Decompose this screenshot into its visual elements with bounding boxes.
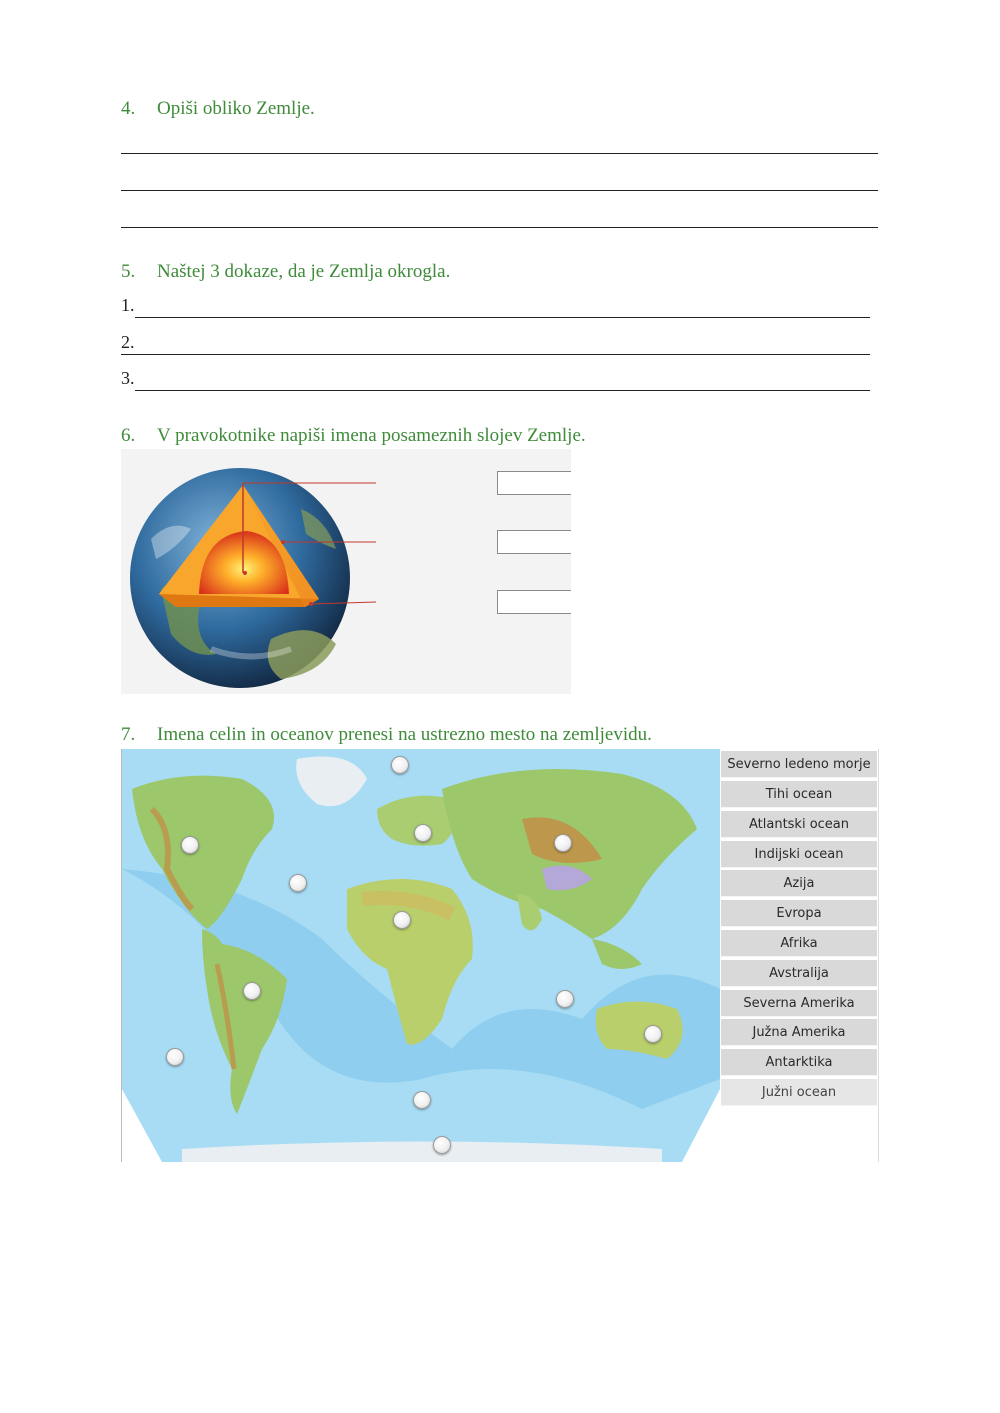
answer-row-5-3[interactable] — [121, 369, 870, 391]
answer-line[interactable] — [135, 390, 870, 391]
drag-tile-australia[interactable]: Avstralija — [721, 960, 877, 987]
answer-row-5-2[interactable] — [121, 333, 870, 355]
drag-tile-indian-ocean[interactable]: Indijski ocean — [721, 841, 877, 868]
drag-tile-pacific-ocean[interactable]: Tihi ocean — [721, 781, 877, 808]
answer-line[interactable] — [121, 354, 870, 355]
question-6-title — [121, 425, 586, 447]
answer-line-4-1[interactable] — [121, 153, 878, 154]
question-4-title — [121, 98, 315, 120]
drop-target-3[interactable] — [414, 824, 432, 842]
earth-layers-figure — [121, 449, 571, 694]
item-number: 3. — [121, 368, 135, 388]
question-7-title — [121, 724, 652, 746]
drag-tile-north-america[interactable]: Severna Amerika — [721, 990, 877, 1017]
drag-tile-europe[interactable]: Evropa — [721, 900, 877, 927]
item-number: 2. — [121, 332, 135, 352]
drop-target-7[interactable] — [243, 982, 261, 1000]
question-6-text: V pravokotnike napiši imena posameznih slojev Zemlje. — [157, 425, 586, 446]
drag-tile-atlantic-ocean[interactable]: Atlantski ocean — [721, 811, 877, 838]
drop-target-6[interactable] — [393, 911, 411, 929]
drop-target-4[interactable] — [554, 834, 572, 852]
question-5-number: 5. — [121, 261, 136, 282]
drag-tile-antarctica[interactable]: Antarktika — [721, 1049, 877, 1076]
drop-target-12[interactable] — [433, 1136, 451, 1154]
answer-line-4-3[interactable] — [121, 227, 878, 228]
layer-answer-box-core[interactable] — [497, 590, 571, 614]
question-4-number: 4. — [121, 98, 136, 119]
drop-target-9[interactable] — [644, 1025, 662, 1043]
drop-target-8[interactable] — [556, 990, 574, 1008]
question-7-text: Imena celin in oceanov prenesi na ustrezno mesto na zemljevidu. — [157, 724, 652, 745]
item-number: 1. — [121, 295, 135, 315]
question-7-number: 7. — [121, 724, 136, 745]
answer-line[interactable] — [135, 317, 870, 318]
layer-answer-box-crust[interactable] — [497, 471, 571, 495]
drop-target-2[interactable] — [181, 836, 199, 854]
drag-tile-asia[interactable]: Azija — [721, 870, 877, 897]
world-map — [121, 749, 720, 1162]
drop-target-1[interactable] — [391, 756, 409, 774]
question-4-text: Opiši obliko Zemlje. — [157, 98, 315, 119]
drop-target-10[interactable] — [166, 1048, 184, 1066]
drop-target-5[interactable] — [289, 874, 307, 892]
drag-tile-southern-ocean[interactable]: Južni ocean — [721, 1079, 877, 1106]
question-5-title — [121, 261, 450, 283]
answer-line-4-2[interactable] — [121, 190, 878, 191]
answer-row-5-1[interactable] — [121, 296, 870, 318]
layer-answer-box-mantle[interactable] — [497, 530, 571, 554]
question-6-number: 6. — [121, 425, 136, 446]
drag-label-list — [721, 749, 879, 1162]
drag-tile-south-america[interactable]: Južna Amerika — [721, 1019, 877, 1046]
question-5-text: Naštej 3 dokaze, da je Zemlja okrogla. — [157, 261, 451, 282]
drop-target-11[interactable] — [413, 1091, 431, 1109]
drag-tile-arctic-ocean[interactable]: Severno ledeno morje — [721, 751, 877, 778]
drag-tile-africa[interactable]: Afrika — [721, 930, 877, 957]
